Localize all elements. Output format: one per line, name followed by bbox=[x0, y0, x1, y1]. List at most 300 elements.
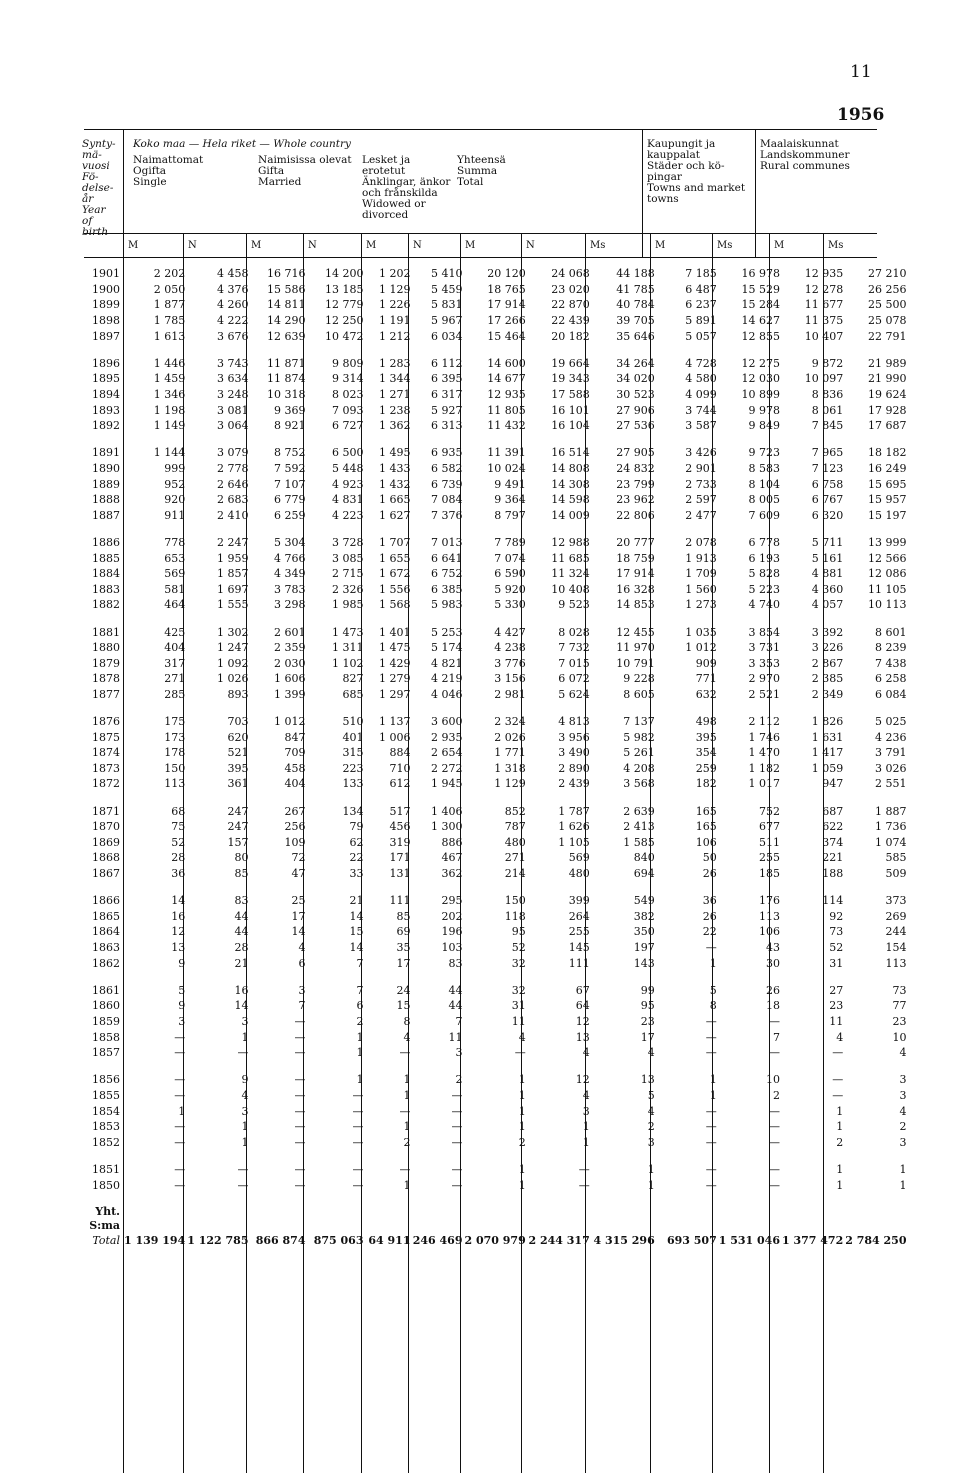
value-cell: 5 982 bbox=[623, 730, 655, 744]
value-cell: 5 448 bbox=[332, 462, 364, 476]
value-cell: 10 318 bbox=[267, 388, 306, 402]
value-cell: 295 bbox=[441, 894, 463, 908]
value-cell: 3 bbox=[899, 1135, 907, 1149]
spacer-cell bbox=[845, 344, 908, 356]
value-cell: — bbox=[578, 1178, 590, 1192]
value-cell: 111 bbox=[389, 894, 411, 908]
value-cell: 8 921 bbox=[274, 419, 306, 433]
value-cell: 1 bbox=[518, 1162, 526, 1176]
value-cell: 21 bbox=[234, 956, 249, 970]
birth-year-cell: 1897 bbox=[92, 329, 120, 343]
header-rural: Maalaiskunnat Landskommuner Rural communes bbox=[760, 138, 850, 172]
page-number: 11 bbox=[850, 62, 872, 82]
value-cell: 3 bbox=[582, 1104, 590, 1118]
value-cell: 6 582 bbox=[431, 462, 463, 476]
value-cell: 4 bbox=[647, 1104, 655, 1118]
group-spacer bbox=[84, 971, 909, 983]
value-cell: 3 587 bbox=[685, 419, 717, 433]
value-cell: 509 bbox=[885, 867, 907, 881]
spacer-cell bbox=[84, 702, 124, 714]
spacer-cell bbox=[465, 344, 528, 356]
spacer-cell bbox=[84, 971, 124, 983]
header-rule bbox=[84, 233, 877, 234]
spacer-cell bbox=[465, 1193, 528, 1205]
value-cell: 361 bbox=[227, 777, 249, 791]
value-cell: 14 811 bbox=[267, 298, 306, 312]
value-cell: 4 923 bbox=[332, 477, 364, 491]
column-separator bbox=[460, 233, 461, 1473]
value-cell: 3 bbox=[455, 1046, 463, 1060]
value-cell: 44 bbox=[234, 925, 249, 939]
value-cell: 1 017 bbox=[748, 777, 780, 791]
value-cell: 2 715 bbox=[332, 567, 364, 581]
value-cell: 52 bbox=[829, 941, 844, 955]
table-row bbox=[84, 1103, 909, 1119]
value-cell: 12 086 bbox=[868, 567, 907, 581]
table-row bbox=[84, 835, 909, 851]
spacer-cell bbox=[84, 881, 124, 893]
value-cell: 106 bbox=[759, 925, 780, 939]
value-cell: 16 514 bbox=[551, 446, 590, 460]
value-cell: — bbox=[451, 1178, 463, 1192]
value-cell: 17 914 bbox=[616, 567, 655, 581]
value-cell: 131 bbox=[389, 867, 411, 881]
value-cell: 118 bbox=[504, 909, 526, 923]
value-cell: 840 bbox=[633, 851, 655, 865]
spacer-cell bbox=[528, 1150, 592, 1162]
spacer-cell bbox=[366, 1193, 413, 1205]
value-cell: 19 624 bbox=[868, 388, 907, 402]
value-cell: 3 783 bbox=[274, 582, 306, 596]
value-cell: 79 bbox=[349, 820, 364, 834]
spacer-cell bbox=[366, 1150, 413, 1162]
spacer-cell bbox=[719, 1060, 782, 1072]
value-cell: — bbox=[451, 1135, 463, 1149]
header-single: Naimattomat Ogifta Single bbox=[133, 154, 204, 188]
value-cell: 9 369 bbox=[274, 403, 306, 417]
value-cell: — bbox=[705, 1030, 717, 1044]
value-cell: 6 317 bbox=[431, 388, 463, 402]
total-cell: 875 063 bbox=[313, 1233, 364, 1247]
value-cell: 1 311 bbox=[332, 641, 364, 655]
birth-year-cell: 1890 bbox=[92, 462, 120, 476]
spacer-cell bbox=[124, 1060, 187, 1072]
value-cell: 4 349 bbox=[274, 567, 306, 581]
birth-year-cell: 1863 bbox=[92, 941, 120, 955]
total-cell bbox=[528, 1204, 592, 1218]
value-cell: 7 bbox=[455, 1014, 463, 1028]
value-cell: 8 005 bbox=[748, 493, 780, 507]
total-cell: 1 531 046 bbox=[718, 1233, 780, 1247]
birth-year-cell: 1857 bbox=[92, 1046, 120, 1060]
birth-year-cell: 1888 bbox=[92, 493, 120, 507]
spacer-cell bbox=[845, 613, 908, 625]
value-cell: 3 bbox=[298, 983, 306, 997]
group-spacer bbox=[84, 434, 909, 446]
table-row bbox=[84, 745, 909, 761]
value-cell: 3 392 bbox=[811, 625, 844, 639]
total-cell bbox=[308, 1218, 366, 1232]
value-cell: 14 808 bbox=[551, 462, 590, 476]
value-cell: 12 935 bbox=[487, 388, 526, 402]
spacer-cell bbox=[782, 434, 845, 446]
total-cell bbox=[845, 1204, 908, 1218]
value-cell: 15 284 bbox=[741, 298, 780, 312]
value-cell: 4 740 bbox=[748, 598, 780, 612]
value-cell: 27 210 bbox=[868, 267, 907, 281]
group-spacer bbox=[84, 613, 909, 625]
value-cell: 2 bbox=[773, 1088, 780, 1102]
value-cell: 2 597 bbox=[685, 493, 717, 507]
value-cell: 22 806 bbox=[616, 508, 655, 522]
value-cell: 703 bbox=[227, 715, 249, 729]
table-top-rule bbox=[84, 129, 877, 130]
value-cell: 1 bbox=[836, 1162, 844, 1176]
total-cell: 1 139 194 bbox=[124, 1233, 186, 1247]
spacer-cell bbox=[782, 792, 845, 804]
value-cell: 52 bbox=[511, 941, 526, 955]
value-cell: — bbox=[294, 1135, 306, 1149]
value-cell: 467 bbox=[441, 851, 463, 865]
group-spacer bbox=[84, 523, 909, 535]
total-cell bbox=[413, 1218, 465, 1232]
value-cell: 1 432 bbox=[379, 477, 411, 491]
value-cell: 8 028 bbox=[558, 625, 590, 639]
spacer-cell bbox=[845, 881, 908, 893]
value-cell: 106 bbox=[695, 835, 717, 849]
value-cell: 27 906 bbox=[616, 403, 655, 417]
group-spacer bbox=[84, 702, 909, 714]
value-cell: 1 665 bbox=[379, 493, 411, 507]
spacer-cell bbox=[124, 1193, 187, 1205]
value-cell: 14 bbox=[234, 999, 249, 1013]
value-cell: 1 826 bbox=[811, 715, 844, 729]
value-cell: 1 bbox=[647, 1162, 655, 1176]
value-cell: 75 bbox=[171, 820, 186, 834]
value-cell: 1 887 bbox=[875, 804, 907, 818]
value-cell: 395 bbox=[227, 761, 249, 775]
value-cell: 5 bbox=[647, 1088, 655, 1102]
value-cell: 3 353 bbox=[748, 656, 780, 670]
value-cell: 3 bbox=[899, 1073, 907, 1087]
value-cell: 2 683 bbox=[217, 493, 249, 507]
value-cell: 22 870 bbox=[551, 298, 590, 312]
spacer-cell bbox=[124, 344, 187, 356]
header-whole-country: Koko maa — Hela riket — Whole country bbox=[133, 138, 351, 150]
spacer-cell bbox=[782, 523, 845, 535]
value-cell: 1 346 bbox=[153, 388, 186, 402]
value-cell: 14 bbox=[349, 941, 364, 955]
spacer-cell bbox=[592, 1060, 657, 1072]
value-cell: — bbox=[174, 1088, 186, 1102]
value-cell: 165 bbox=[695, 820, 717, 834]
value-cell: 1 459 bbox=[153, 372, 186, 386]
table-row bbox=[84, 998, 909, 1014]
value-cell: 685 bbox=[342, 687, 364, 701]
column-separator bbox=[823, 233, 824, 1473]
spacer-cell bbox=[657, 1150, 719, 1162]
table-row bbox=[84, 282, 909, 298]
spacer-cell bbox=[528, 881, 592, 893]
value-cell: 12 779 bbox=[325, 298, 364, 312]
spacer-cell bbox=[528, 1060, 592, 1072]
value-cell: 3 676 bbox=[217, 329, 249, 343]
value-cell: 154 bbox=[885, 941, 907, 955]
value-cell: 1 bbox=[836, 1120, 844, 1134]
value-cell: 852 bbox=[504, 804, 526, 818]
spacer-cell bbox=[413, 434, 465, 446]
table-row bbox=[84, 1014, 909, 1030]
spacer-cell bbox=[719, 1193, 782, 1205]
column-separator bbox=[521, 233, 522, 1473]
value-cell: 12 988 bbox=[551, 535, 590, 549]
table-row bbox=[84, 418, 909, 434]
column-separator bbox=[408, 233, 409, 1473]
value-cell: 114 bbox=[822, 894, 844, 908]
value-cell: 787 bbox=[504, 820, 526, 834]
spacer-cell bbox=[782, 881, 845, 893]
value-cell: 14 bbox=[171, 894, 186, 908]
value-cell: 909 bbox=[695, 656, 717, 670]
table-row bbox=[84, 893, 909, 909]
spacer-cell bbox=[251, 1060, 308, 1072]
value-cell: 1 655 bbox=[379, 551, 411, 565]
header-birth-year: Synty- mä- vuosi Fö- delse- år Year of birth bbox=[82, 138, 116, 238]
value-cell: 778 bbox=[164, 535, 186, 549]
value-cell: 5 174 bbox=[431, 641, 463, 655]
value-cell: 1 129 bbox=[494, 777, 526, 791]
value-cell: 4 260 bbox=[217, 298, 249, 312]
value-cell: 911 bbox=[164, 508, 186, 522]
spacer-cell bbox=[124, 613, 187, 625]
value-cell: — bbox=[352, 1104, 364, 1118]
spacer-cell bbox=[465, 613, 528, 625]
spacer-cell bbox=[845, 792, 908, 804]
value-cell: 3 731 bbox=[748, 641, 780, 655]
spacer-cell bbox=[657, 1060, 719, 1072]
value-cell: 464 bbox=[164, 598, 186, 612]
value-cell: — bbox=[294, 1030, 306, 1044]
value-cell: 6 112 bbox=[431, 356, 463, 370]
total-cell: 693 507 bbox=[666, 1233, 717, 1247]
spacer-cell bbox=[465, 792, 528, 804]
spacer-cell bbox=[124, 434, 187, 446]
value-cell: — bbox=[294, 1046, 306, 1060]
spacer-cell bbox=[465, 971, 528, 983]
value-cell: 2 385 bbox=[811, 672, 844, 686]
value-cell: 1 273 bbox=[685, 598, 717, 612]
birth-year-cell: 1862 bbox=[92, 956, 120, 970]
value-cell: 1 bbox=[403, 1120, 411, 1134]
total-cell bbox=[782, 1204, 845, 1218]
value-cell: 15 957 bbox=[868, 493, 907, 507]
value-cell: 269 bbox=[885, 909, 907, 923]
total-cell bbox=[719, 1218, 782, 1232]
value-cell: 1 417 bbox=[811, 746, 844, 760]
value-cell: 12 639 bbox=[267, 329, 306, 343]
value-cell: 4 813 bbox=[558, 715, 590, 729]
table-row bbox=[84, 356, 909, 372]
value-cell: 5 223 bbox=[748, 582, 780, 596]
birth-year-cell: 1894 bbox=[92, 388, 120, 402]
value-cell: — bbox=[705, 1046, 717, 1060]
value-cell: 1 238 bbox=[379, 403, 411, 417]
spacer-cell bbox=[592, 881, 657, 893]
value-cell: 4 236 bbox=[875, 730, 907, 744]
value-cell: 4 427 bbox=[494, 625, 526, 639]
value-cell: 6 767 bbox=[811, 493, 844, 507]
spacer-cell bbox=[84, 1193, 124, 1205]
value-cell: 2 867 bbox=[811, 656, 844, 670]
table-row bbox=[84, 924, 909, 940]
value-cell: 271 bbox=[164, 672, 186, 686]
value-cell: 1 bbox=[241, 1030, 249, 1044]
value-cell: — bbox=[294, 1120, 306, 1134]
value-cell: 3 248 bbox=[217, 388, 249, 402]
value-cell: 9 849 bbox=[748, 419, 780, 433]
spacer-cell bbox=[366, 613, 413, 625]
value-cell: 2 901 bbox=[685, 462, 717, 476]
value-cell: — bbox=[769, 1046, 780, 1060]
value-cell: — bbox=[514, 1046, 526, 1060]
table-row bbox=[84, 371, 909, 387]
value-cell: 6 072 bbox=[558, 672, 590, 686]
value-cell: 10 472 bbox=[325, 329, 364, 343]
value-cell: 521 bbox=[227, 746, 249, 760]
value-cell: 5 bbox=[178, 983, 186, 997]
spacer-cell bbox=[719, 881, 782, 893]
spacer-cell bbox=[413, 1150, 465, 1162]
value-cell: 6 bbox=[356, 999, 364, 1013]
value-cell: 3 634 bbox=[217, 372, 249, 386]
subheader-label: Ms bbox=[717, 240, 733, 251]
value-cell: 1 bbox=[518, 1120, 526, 1134]
spacer-cell bbox=[528, 523, 592, 535]
table-row bbox=[84, 1119, 909, 1135]
value-cell: 5 927 bbox=[431, 403, 463, 417]
subheader-label: N bbox=[188, 240, 197, 251]
value-cell: 1 707 bbox=[379, 535, 411, 549]
value-cell: 44 bbox=[234, 909, 249, 923]
value-cell: 6 bbox=[298, 956, 306, 970]
spacer-cell bbox=[719, 971, 782, 983]
value-cell: 3 791 bbox=[875, 746, 907, 760]
value-cell: 92 bbox=[829, 909, 844, 923]
value-cell: 69 bbox=[396, 925, 411, 939]
value-cell: 9 364 bbox=[494, 493, 526, 507]
table-row bbox=[84, 866, 909, 882]
column-separator bbox=[585, 233, 586, 1473]
value-cell: 4 bbox=[899, 1046, 907, 1060]
value-cell: 77 bbox=[892, 999, 907, 1013]
spacer-cell bbox=[782, 971, 845, 983]
value-cell: 43 bbox=[766, 941, 780, 955]
spacer-cell bbox=[845, 1150, 908, 1162]
value-cell: 4 881 bbox=[811, 567, 844, 581]
value-cell: 4 821 bbox=[431, 656, 463, 670]
column-separator bbox=[246, 233, 247, 1473]
column-separator bbox=[712, 233, 713, 1473]
value-cell: 1 bbox=[899, 1178, 907, 1192]
value-cell: 8 023 bbox=[332, 388, 364, 402]
spacer-cell bbox=[719, 344, 782, 356]
value-cell: 73 bbox=[829, 925, 844, 939]
value-cell: 35 646 bbox=[616, 329, 655, 343]
value-cell: 12 455 bbox=[616, 625, 655, 639]
value-cell: — bbox=[352, 1162, 364, 1176]
value-cell: 221 bbox=[822, 851, 844, 865]
spacer-cell bbox=[657, 792, 719, 804]
spacer-cell bbox=[251, 434, 308, 446]
birth-year-cell: 1889 bbox=[92, 477, 120, 491]
value-cell: 1 787 bbox=[558, 804, 590, 818]
value-cell: 1 035 bbox=[685, 625, 717, 639]
value-cell: 1 959 bbox=[217, 551, 249, 565]
value-cell: 1 475 bbox=[379, 641, 411, 655]
spacer-cell bbox=[187, 344, 250, 356]
value-cell: 15 464 bbox=[487, 329, 526, 343]
spacer-cell bbox=[251, 881, 308, 893]
birth-year-cell: 1871 bbox=[92, 804, 120, 818]
value-cell: 1 401 bbox=[379, 625, 411, 639]
value-cell: 10 024 bbox=[487, 462, 526, 476]
value-cell: 16 249 bbox=[868, 462, 907, 476]
value-cell: 11 677 bbox=[804, 298, 844, 312]
value-cell: 11 391 bbox=[487, 446, 526, 460]
value-cell: 17 928 bbox=[868, 403, 907, 417]
value-cell: 2 bbox=[356, 1014, 364, 1028]
value-cell: 480 bbox=[568, 867, 590, 881]
value-cell: 14 308 bbox=[551, 477, 590, 491]
value-cell: 1 556 bbox=[379, 582, 411, 596]
value-cell: — bbox=[174, 1162, 186, 1176]
value-cell: 1 bbox=[836, 1178, 844, 1192]
value-cell: 1 271 bbox=[379, 388, 411, 402]
value-cell: 44 bbox=[448, 999, 463, 1013]
value-cell: 1 bbox=[241, 1135, 249, 1149]
value-cell: — bbox=[294, 1178, 306, 1192]
value-cell: 12 855 bbox=[741, 329, 780, 343]
subheader-label: M bbox=[655, 240, 666, 251]
value-cell: 7 013 bbox=[431, 535, 463, 549]
value-cell: 1 446 bbox=[153, 356, 186, 370]
birth-year-cell: 1869 bbox=[92, 835, 120, 849]
value-cell: 36 bbox=[702, 894, 717, 908]
value-cell: 24 068 bbox=[551, 267, 590, 281]
value-cell: 17 588 bbox=[551, 388, 590, 402]
value-cell: 12 bbox=[171, 925, 186, 939]
value-cell: 21 bbox=[349, 894, 364, 908]
table-row bbox=[84, 803, 909, 819]
table-row bbox=[84, 940, 909, 956]
value-cell: — bbox=[294, 1088, 306, 1102]
spacer-cell bbox=[187, 881, 250, 893]
value-cell: 113 bbox=[885, 956, 907, 970]
value-cell: 50 bbox=[702, 851, 717, 865]
value-cell: — bbox=[705, 941, 717, 955]
value-cell: 23 bbox=[892, 1014, 907, 1028]
value-cell: 34 264 bbox=[616, 356, 655, 370]
value-cell: 5 304 bbox=[274, 535, 306, 549]
value-cell: 68 bbox=[171, 804, 186, 818]
value-cell: 67 bbox=[575, 983, 590, 997]
value-cell: 150 bbox=[164, 761, 186, 775]
value-cell: 1 bbox=[709, 1073, 717, 1087]
group-spacer bbox=[84, 1150, 909, 1162]
value-cell: 7 123 bbox=[811, 462, 844, 476]
value-cell: — bbox=[352, 1135, 364, 1149]
spacer-cell bbox=[187, 613, 250, 625]
